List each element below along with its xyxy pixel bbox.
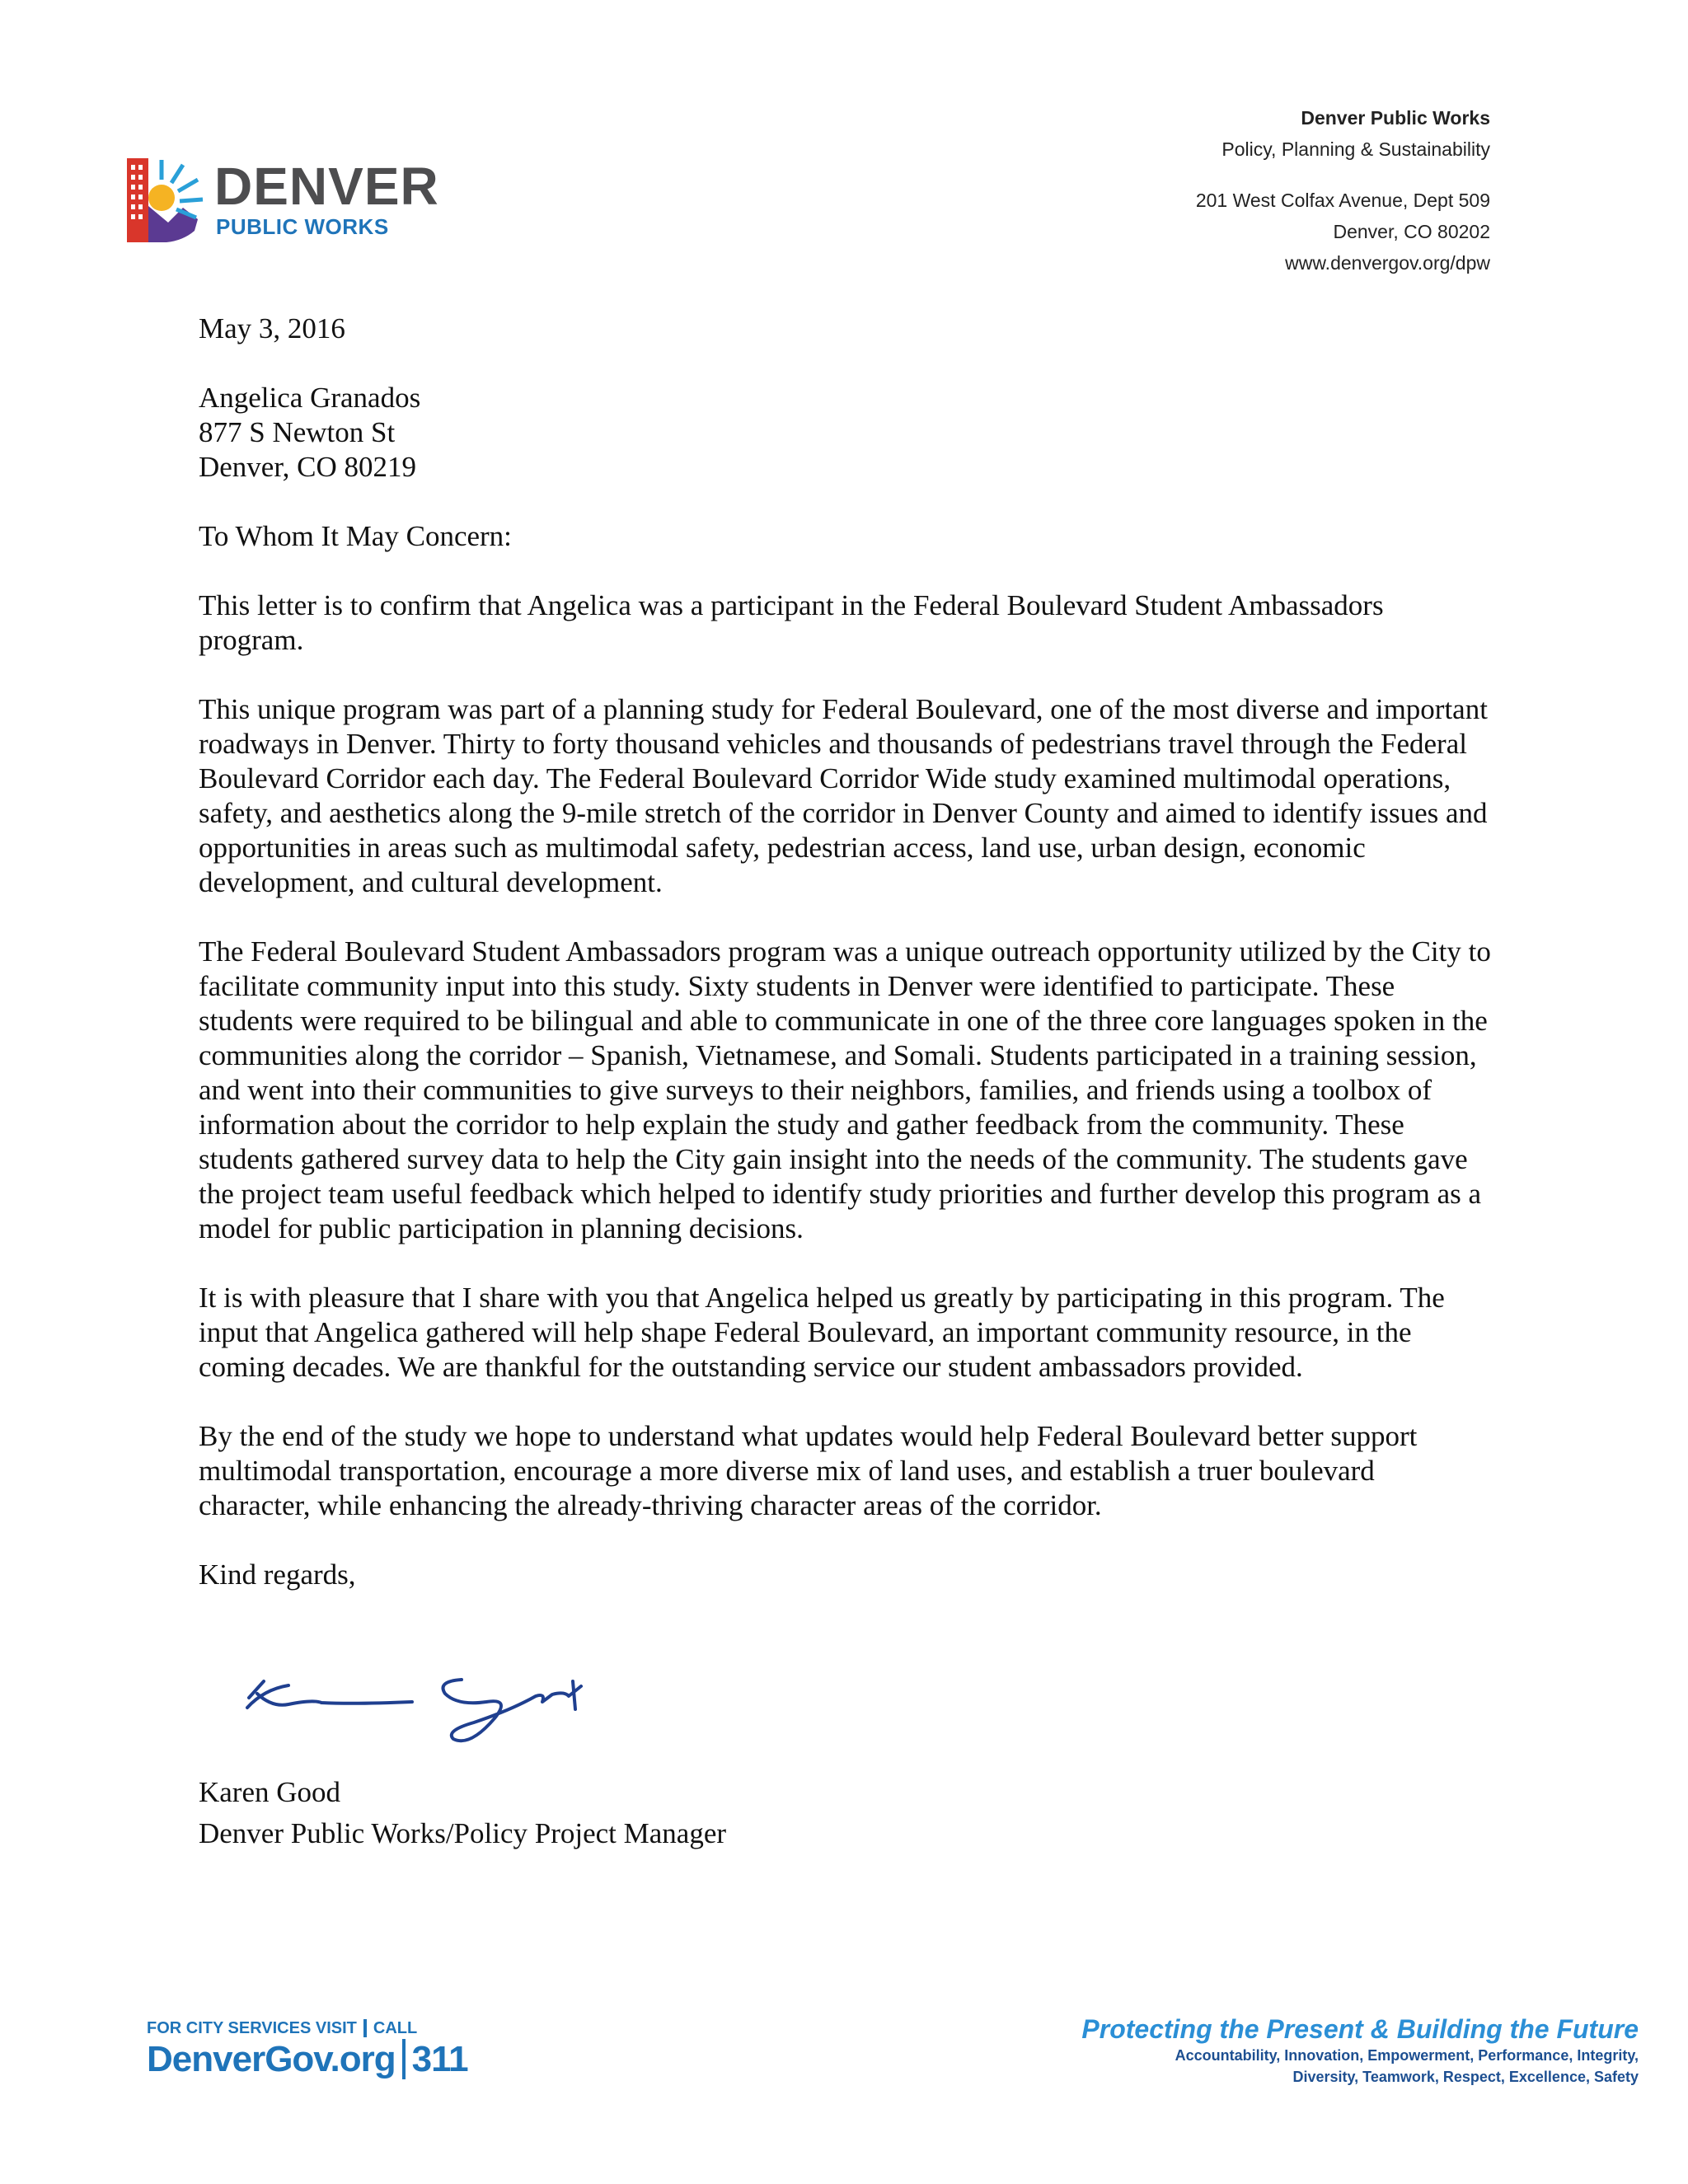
signer-block: [199, 1772, 726, 1854]
recipient-name: Angelica Granados: [199, 382, 421, 414]
letter-body: [199, 312, 1493, 1627]
footer-values-line-1: Accountability, Innovation, Empowerment, Performance, Integrity,: [1175, 2047, 1639, 2064]
letterhead-division: Policy, Planning & Sustainability: [1221, 138, 1490, 160]
footer-tagline-block: [1081, 2014, 1639, 2088]
letterhead-street: 201 West Colfax Avenue, Dept 509: [1195, 190, 1490, 211]
closing: Kind regards,: [199, 1558, 356, 1591]
footer-tagline: Protecting the Present & Building the Future: [1081, 2014, 1639, 2044]
handwritten-signature: [239, 1657, 610, 1764]
logo-wordmark: DENVER: [214, 157, 439, 216]
paragraph: This letter is to confirm that Angelica was a participant in the Federal Boulevard Student Ambassadors program.: [199, 589, 1384, 656]
recipient-street: 877 S Newton St: [199, 416, 396, 448]
salutation: To Whom It May Concern:: [199, 520, 512, 552]
recipient-city: Denver, CO 80219: [199, 451, 416, 483]
signer-name: Karen Good: [199, 1776, 341, 1808]
footer-values-line-2: Diversity, Teamwork, Respect, Excellence, Safety: [1292, 2069, 1639, 2085]
letterhead-city: Denver, CO 80202: [1333, 221, 1490, 242]
footer-site-link[interactable]: DenverGov.org: [147, 2039, 396, 2079]
footer-city-services: [147, 2019, 468, 2081]
denver-public-works-logo: [125, 155, 455, 254]
letterhead-spacer: [1196, 165, 1490, 185]
letter-date: May 3, 2016: [199, 312, 345, 344]
logo-subtitle: PUBLIC WORKS: [216, 214, 389, 239]
paragraph: By the end of the study we hope to understand what updates would help Federal Boulevard better support multimodal transportation, encourage a more diverse mix of land uses, and establish a truer boulevard character, while enhancing the already-thriving character areas of the corridor.: [199, 1420, 1418, 1521]
denver-logo-icon: [125, 155, 208, 246]
signer-title: Denver Public Works/Policy Project Manager: [199, 1817, 727, 1849]
footer-site-line: [147, 2038, 468, 2081]
letterhead-web[interactable]: www.denvergov.org/dpw: [1285, 252, 1490, 274]
footer-visit-text: FOR CITY SERVICES VISIT: [147, 2019, 357, 2037]
recipient-address: [199, 381, 1493, 485]
paragraph: It is with pleasure that I share with you that Angelica helped us greatly by participating in this program. The input that Angelica gathered will help shape Federal Boulevard, an important community resource, in the coming decades. We are thankful for the outstanding service our student ambassadors provided.: [199, 1282, 1445, 1383]
footer-phone: 311: [402, 2039, 468, 2079]
letterhead-address: [1196, 102, 1490, 279]
footer-call-text: CALL: [363, 2019, 417, 2037]
letterhead-org: Denver Public Works: [1301, 107, 1490, 129]
footer-visit-line: [147, 2019, 468, 2038]
paragraph: This unique program was part of a planning study for Federal Boulevard, one of the most diverse and important roadways in Denver. Thirty to forty thousand vehicles and thousands of pedestrians travel through the Federal Boulevard Corridor each day. The Federal Boulevard Corridor Wide study examined multimodal operations, safety, and aesthetics along the 9-mile stretch of the corridor in Denver County and aimed to identify issues and opportunities in areas such as multimodal safety, pedestrian access, land use, urban design, economic development, and cultural development.: [199, 693, 1488, 898]
paragraph: The Federal Boulevard Student Ambassadors program was a unique outreach opportunity utilized by the City to facilitate community input into this study. Sixty students in Denver were identified to participate. These students were required to be bilingual and able to communicate in one of the three core languages spoken in the communities along the corridor – Spanish, Vietnamese, and Somali. Students participated in a training session, and went into their communities to give surveys to their neighbors, families, and friends using a toolbox of information about the corridor to help explain the study and gather feedback from the community. These students gathered survey data to help the City gain insight into the needs of the community. The students gave the project team useful feedback which helped to identify study priorities and further develop this program as a model for public participation in planning decisions.: [199, 935, 1491, 1244]
